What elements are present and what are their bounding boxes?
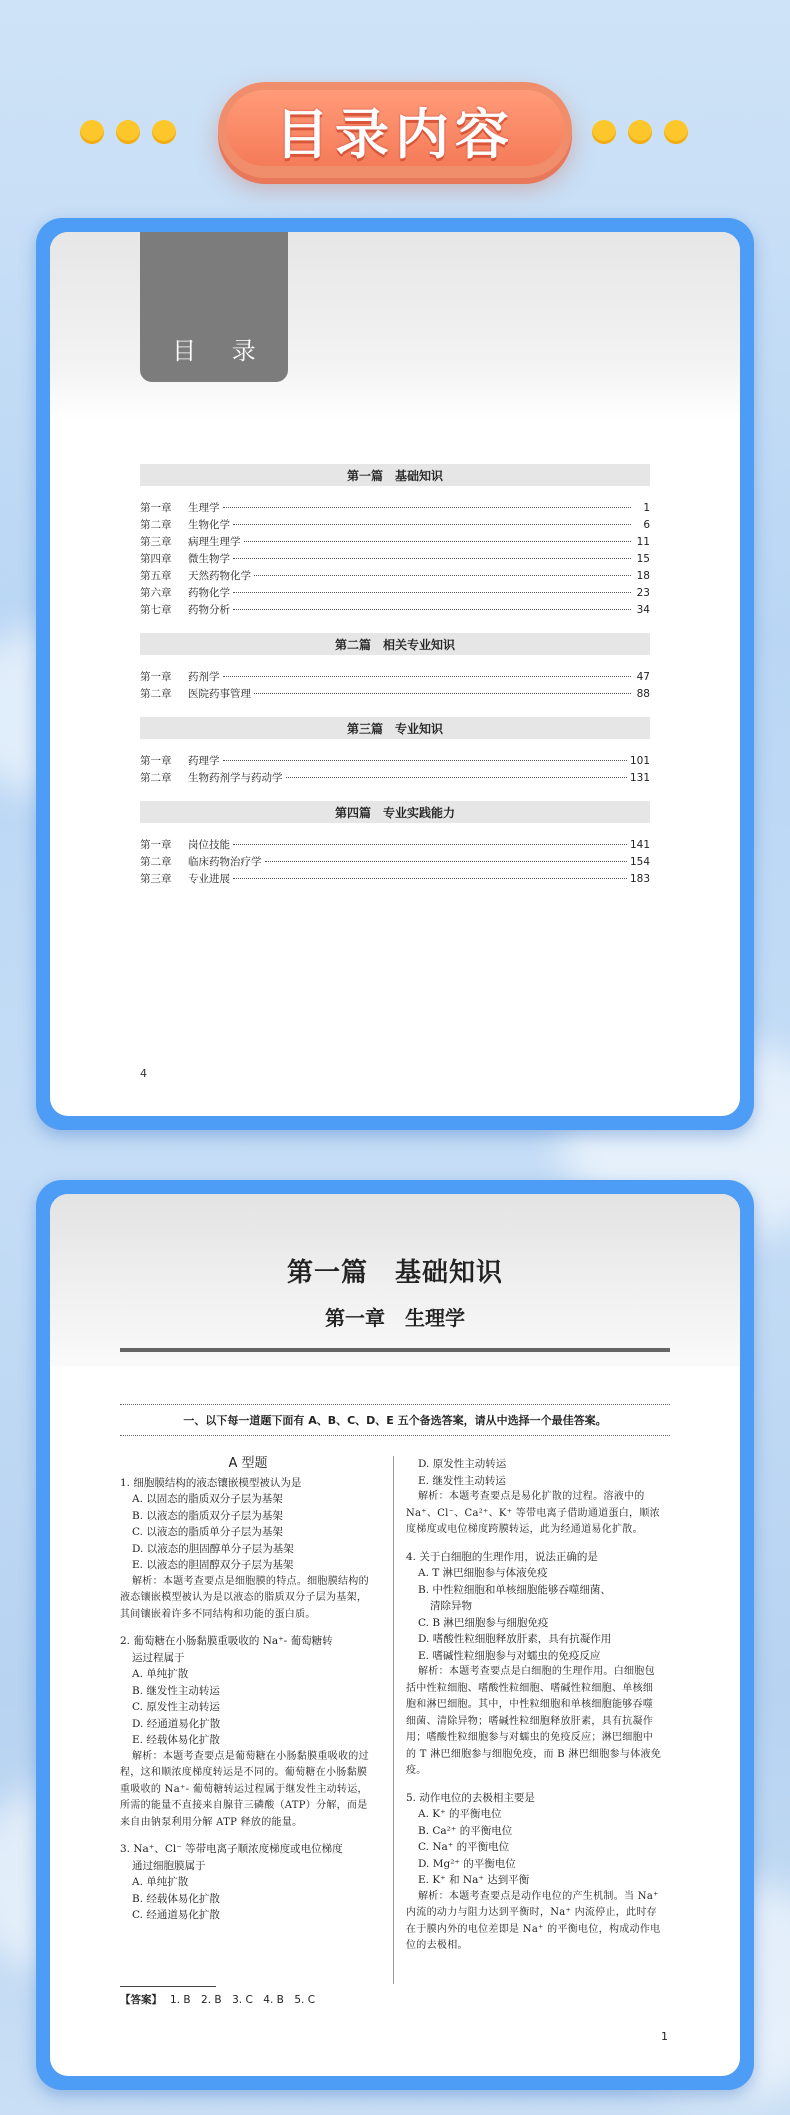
answer-option-text: A. T 淋巴细胞参与体液免疫 [418, 1567, 548, 1579]
question-stem-text: 4. 关于白细胞的生理作用，说法正确的是 [406, 1550, 598, 1563]
toc-chapter-num: 第五章 [140, 570, 172, 582]
toc-entry[interactable] [140, 770, 650, 787]
toc-part-title: 第二篇 相关专业知识 [140, 633, 650, 655]
yellow-dot [628, 120, 652, 144]
answer-option [406, 1648, 662, 1665]
question-type-title: A 型题 [228, 1456, 268, 1471]
toc-heading: 目 录 [172, 337, 270, 365]
toc-leader [233, 524, 631, 525]
answer-option [120, 1907, 376, 1924]
answer-label: 【答案】 [120, 1994, 162, 2006]
toc-chapter-title: 病理生理学 [188, 536, 241, 548]
answer-option [406, 1473, 662, 1490]
toc-leader [265, 861, 627, 862]
toc-leader [254, 693, 631, 694]
toc-chapter-num: 第二章 [140, 688, 172, 700]
answer-option [406, 1839, 662, 1856]
answer-option [120, 1699, 376, 1716]
analysis-text-text: 解析：本题考查要点是葡萄糖在小肠黏膜重吸收的过程，这和顺浓度梯度转运是不同的。葡萄糖在小肠黏膜重吸收的 Na⁺- 葡萄糖转运过程属于继发性主动转运，所需的能量不直接来自腺苷三磷酸（ATP）分解，而是来自由钠泵利用分解 ATP 释放的能量。 [120, 1750, 369, 1828]
toc-page-num: 101 [629, 755, 650, 767]
instruction-text: 一、以下每一道题下面有 A、B、C、D、E 五个备选答案，请从中选择一个最佳答案。 [120, 1404, 670, 1436]
answer-option [406, 1856, 662, 1873]
answer-option [406, 1872, 662, 1889]
question-stem [406, 1790, 662, 1807]
right-column [406, 1456, 662, 1955]
answer-option [406, 1823, 662, 1840]
answer-option-text: B. Ca²⁺ 的平衡电位 [418, 1824, 513, 1837]
toc-chapter-num: 第二章 [140, 772, 172, 784]
toc-entry[interactable] [140, 837, 650, 854]
toc-leader [254, 575, 631, 576]
toc-chapter-title: 岗位技能 [188, 839, 230, 851]
answer-option-text: A. 以固态的脂质双分子层为基架 [132, 1493, 283, 1505]
answer-option-cont-text: 清除异物 [430, 1600, 472, 1612]
answer-option [120, 1732, 376, 1749]
toc-entry[interactable] [140, 517, 650, 534]
answer-option [120, 1541, 376, 1558]
analysis-text-text: 解析：本题考查要点是白细胞的生理作用。白细胞包括中性粒细胞、嗜酸性粒细胞、嗜碱性粒细胞、单核细胞和淋巴细胞。其中，中性粒细胞和单核细胞能够吞噬细菌、清除异物；嗜碱性粒细胞释放肝素，具有抗凝作用；嗜酸性粒细胞参与对蠕虫的免疫反应；淋巴细胞中的 T 淋巴细胞参与细胞免疫，而 B 淋巴细胞参与体液免疫。 [406, 1666, 662, 1776]
toc-chapter-title: 微生物学 [188, 553, 230, 565]
answer-rule [120, 1986, 216, 1987]
question-stem-cont [120, 1650, 376, 1667]
answer-option-text: E. K⁺ 和 Na⁺ 达到平衡 [418, 1874, 530, 1886]
left-column [120, 1456, 376, 1924]
answer-option-text: C. 经通道易化扩散 [132, 1909, 220, 1921]
toc-page-num: 154 [629, 856, 650, 868]
answer-option-text: D. 嗜酸性粒细胞释放肝素，具有抗凝作用 [418, 1633, 612, 1645]
banner-title: 目录内容 [275, 102, 515, 166]
question-gap [406, 1780, 662, 1790]
toc-part-title: 第三篇 专业知识 [140, 717, 650, 739]
question-gap [406, 1539, 662, 1549]
toc-entry[interactable] [140, 686, 650, 703]
yellow-dot [116, 120, 140, 144]
analysis-text-text: 解析：本题考查要点是动作电位的产生机制。当 Na⁺ 内流的动力与阻力达到平衡时，Na⁺ 内流停止，此时存在于膜内外的电位差即是 Na⁺ 的平衡电位，构成动作电位的去极相。 [406, 1890, 661, 1951]
answer-option-text: B. 经载体易化扩散 [132, 1892, 220, 1905]
toc-entry[interactable] [140, 871, 650, 888]
answer-option [120, 1524, 376, 1541]
answer-option [120, 1557, 376, 1574]
question-stem-text: 2. 葡萄糖在小肠黏膜重吸收的 Na⁺- 葡萄糖转 [120, 1635, 333, 1647]
toc-chapter-num: 第四章 [140, 553, 172, 565]
analysis-text [406, 1489, 662, 1539]
toc-leader [233, 609, 631, 610]
toc-chapter-title: 药剂学 [188, 671, 220, 683]
toc-entry[interactable] [140, 854, 650, 871]
column-divider [393, 1456, 394, 1984]
toc-chapter-num: 第七章 [140, 604, 172, 616]
toc-chapter-num: 第一章 [140, 502, 172, 514]
question-stem-cont-text: 通过细胞膜属于 [132, 1859, 206, 1872]
toc-page-num: 47 [636, 671, 650, 683]
toc-page-num: 23 [636, 587, 650, 599]
question-stem-text: 3. Na⁺、Cl⁻ 等带电离子顺浓度梯度或电位梯度 [120, 1843, 343, 1855]
answer-option-text: D. 以液态的胆固醇单分子层为基架 [132, 1542, 294, 1555]
answer-option [406, 1565, 662, 1582]
page-number: 1 [661, 2030, 668, 2043]
toc-page-num: 183 [629, 873, 650, 885]
content-panel [36, 1180, 754, 2090]
toc-entry[interactable] [140, 568, 650, 585]
answer-option-text: D. 原发性主动转运 [418, 1458, 507, 1470]
answer-option-cont [406, 1598, 662, 1615]
yellow-dot [152, 120, 176, 144]
answer-option-text: E. 以液态的胆固醇双分子层为基架 [132, 1559, 294, 1571]
toc-chapter-num: 第三章 [140, 536, 172, 548]
answer-option [406, 1806, 662, 1823]
question-stem [120, 1475, 376, 1492]
answer-option [120, 1508, 376, 1525]
answer-option [406, 1582, 662, 1599]
toc-list [140, 464, 650, 888]
question-stem [120, 1841, 376, 1858]
answer-option-text: A. 单纯扩散 [132, 1668, 189, 1680]
yellow-dot [592, 120, 616, 144]
answer-option-text: A. 单纯扩散 [132, 1876, 189, 1888]
answer-option-text: C. B 淋巴细胞参与细胞免疫 [418, 1616, 549, 1629]
answer-option [406, 1615, 662, 1632]
answer-option-text: D. Mg²⁺ 的平衡电位 [418, 1857, 516, 1870]
yellow-dot [664, 120, 688, 144]
toc-entry[interactable] [140, 602, 650, 619]
part-title: 第一篇 基础知识 [286, 1258, 503, 1288]
toc-chapter-num: 第六章 [140, 587, 172, 599]
title-banner [218, 82, 572, 178]
toc-panel [36, 218, 754, 1130]
answer-option-text: E. 继发性主动转运 [418, 1474, 506, 1487]
answer-option-text: C. 原发性主动转运 [132, 1701, 220, 1713]
toc-leader [233, 558, 631, 559]
answer-option [406, 1631, 662, 1648]
toc-entry[interactable] [140, 551, 650, 568]
toc-part-title: 第四篇 专业实践能力 [140, 801, 650, 823]
toc-entry[interactable] [140, 500, 650, 517]
answer-option [120, 1874, 376, 1891]
toc-chapter-num: 第二章 [140, 519, 172, 531]
content-page [50, 1194, 740, 2076]
toc-chapter-num: 第三章 [140, 873, 172, 885]
toc-leader [286, 777, 627, 778]
toc-chapter-title: 生物化学 [188, 519, 230, 531]
toc-page-num: 34 [636, 604, 650, 616]
page-number: 4 [140, 1067, 147, 1080]
toc-chapter-num: 第二章 [140, 856, 172, 868]
answer-option [120, 1891, 376, 1908]
toc-chapter-title: 生理学 [188, 502, 220, 514]
toc-chapter-title: 药物分析 [188, 604, 230, 616]
header-rule [120, 1348, 670, 1352]
answer-option-text: C. Na⁺ 的平衡电位 [418, 1841, 510, 1853]
question-gap [120, 1831, 376, 1841]
answer-key [120, 1992, 315, 2007]
chapter-title: 第一章 生理学 [325, 1306, 465, 1330]
toc-page-num: 11 [636, 536, 650, 548]
analysis-text [120, 1749, 376, 1832]
toc-part-title: 第一篇 基础知识 [140, 464, 650, 486]
toc-leader [223, 760, 627, 761]
toc-heading-tab [140, 232, 288, 382]
question-stem-cont [120, 1858, 376, 1875]
toc-leader [233, 592, 631, 593]
toc-page-num: 88 [636, 688, 650, 700]
toc-entry[interactable] [140, 534, 650, 551]
toc-chapter-title: 生物药剂学与药动学 [188, 772, 283, 784]
answer-values: 1. B 2. B 3. C 4. B 5. C [170, 1994, 316, 2006]
toc-page-num: 1 [643, 502, 650, 514]
toc-leader [244, 541, 632, 542]
toc-page-num: 141 [629, 839, 650, 851]
toc-page [50, 232, 740, 1116]
question-stem-text: 5. 动作电位的去极相主要是 [406, 1791, 535, 1804]
answer-option-text: A. K⁺ 的平衡电位 [418, 1808, 502, 1820]
toc-leader [233, 844, 627, 845]
toc-entry[interactable] [140, 669, 650, 686]
answer-option-text: E. 经载体易化扩散 [132, 1734, 220, 1746]
toc-page-num: 18 [636, 570, 650, 582]
toc-chapter-title: 临床药物治疗学 [188, 856, 262, 868]
answer-option [120, 1716, 376, 1733]
toc-chapter-num: 第一章 [140, 671, 172, 683]
toc-entry[interactable] [140, 585, 650, 602]
analysis-text-text: 解析：本题考查要点是细胞膜的特点。细胞膜结构的液态镶嵌模型被认为是以液态的脂质双分子层为基架，其间镶嵌着许多不同结构和功能的蛋白质。 [120, 1575, 369, 1620]
toc-chapter-title: 药物化学 [188, 587, 230, 599]
question-stem-text: 1. 细胞膜结构的液态镶嵌模型被认为是 [120, 1476, 302, 1489]
toc-chapter-num: 第一章 [140, 839, 172, 851]
toc-entry[interactable] [140, 753, 650, 770]
analysis-text [406, 1664, 662, 1780]
yellow-dot [80, 120, 104, 144]
answer-option-text: E. 嗜碱性粒细胞参与对蠕虫的免疫反应 [418, 1649, 601, 1662]
answer-option [120, 1666, 376, 1683]
answer-option-text: C. 以液态的脂质单分子层为基架 [132, 1526, 283, 1538]
question-stem [120, 1633, 376, 1650]
toc-leader [223, 676, 632, 677]
question-gap [120, 1623, 376, 1633]
question-stem [406, 1549, 662, 1566]
toc-page-num: 6 [643, 519, 650, 531]
answer-option [406, 1456, 662, 1473]
toc-chapter-title: 天然药物化学 [188, 570, 251, 582]
answer-option [120, 1683, 376, 1700]
toc-chapter-title: 专业进展 [188, 873, 230, 885]
analysis-text [406, 1889, 662, 1955]
answer-option-text: B. 中性粒细胞和单核细胞能够吞噬细菌、 [418, 1583, 611, 1596]
answer-option-text: D. 经通道易化扩散 [132, 1717, 221, 1730]
answer-option [120, 1491, 376, 1508]
toc-leader [223, 507, 632, 508]
analysis-text-text: 解析：本题考查要点是易化扩散的过程。溶液中的 Na⁺、Cl⁻、Ca²⁺、K⁺ 等带电离子借助通道蛋白，顺浓度梯度或电位梯度跨膜转运，此为经通道易化扩散。 [406, 1491, 660, 1535]
analysis-text [120, 1574, 376, 1624]
toc-page-num: 131 [629, 772, 650, 784]
toc-chapter-title: 药理学 [188, 755, 220, 767]
question-stem-cont-text: 运过程属于 [132, 1651, 185, 1664]
answer-option-text: B. 以液态的脂质双分子层为基架 [132, 1509, 283, 1522]
toc-chapter-num: 第一章 [140, 755, 172, 767]
toc-chapter-title: 医院药事管理 [188, 688, 251, 700]
answer-option-text: B. 继发性主动转运 [132, 1684, 220, 1697]
toc-leader [233, 878, 627, 879]
toc-page-num: 15 [636, 553, 650, 565]
